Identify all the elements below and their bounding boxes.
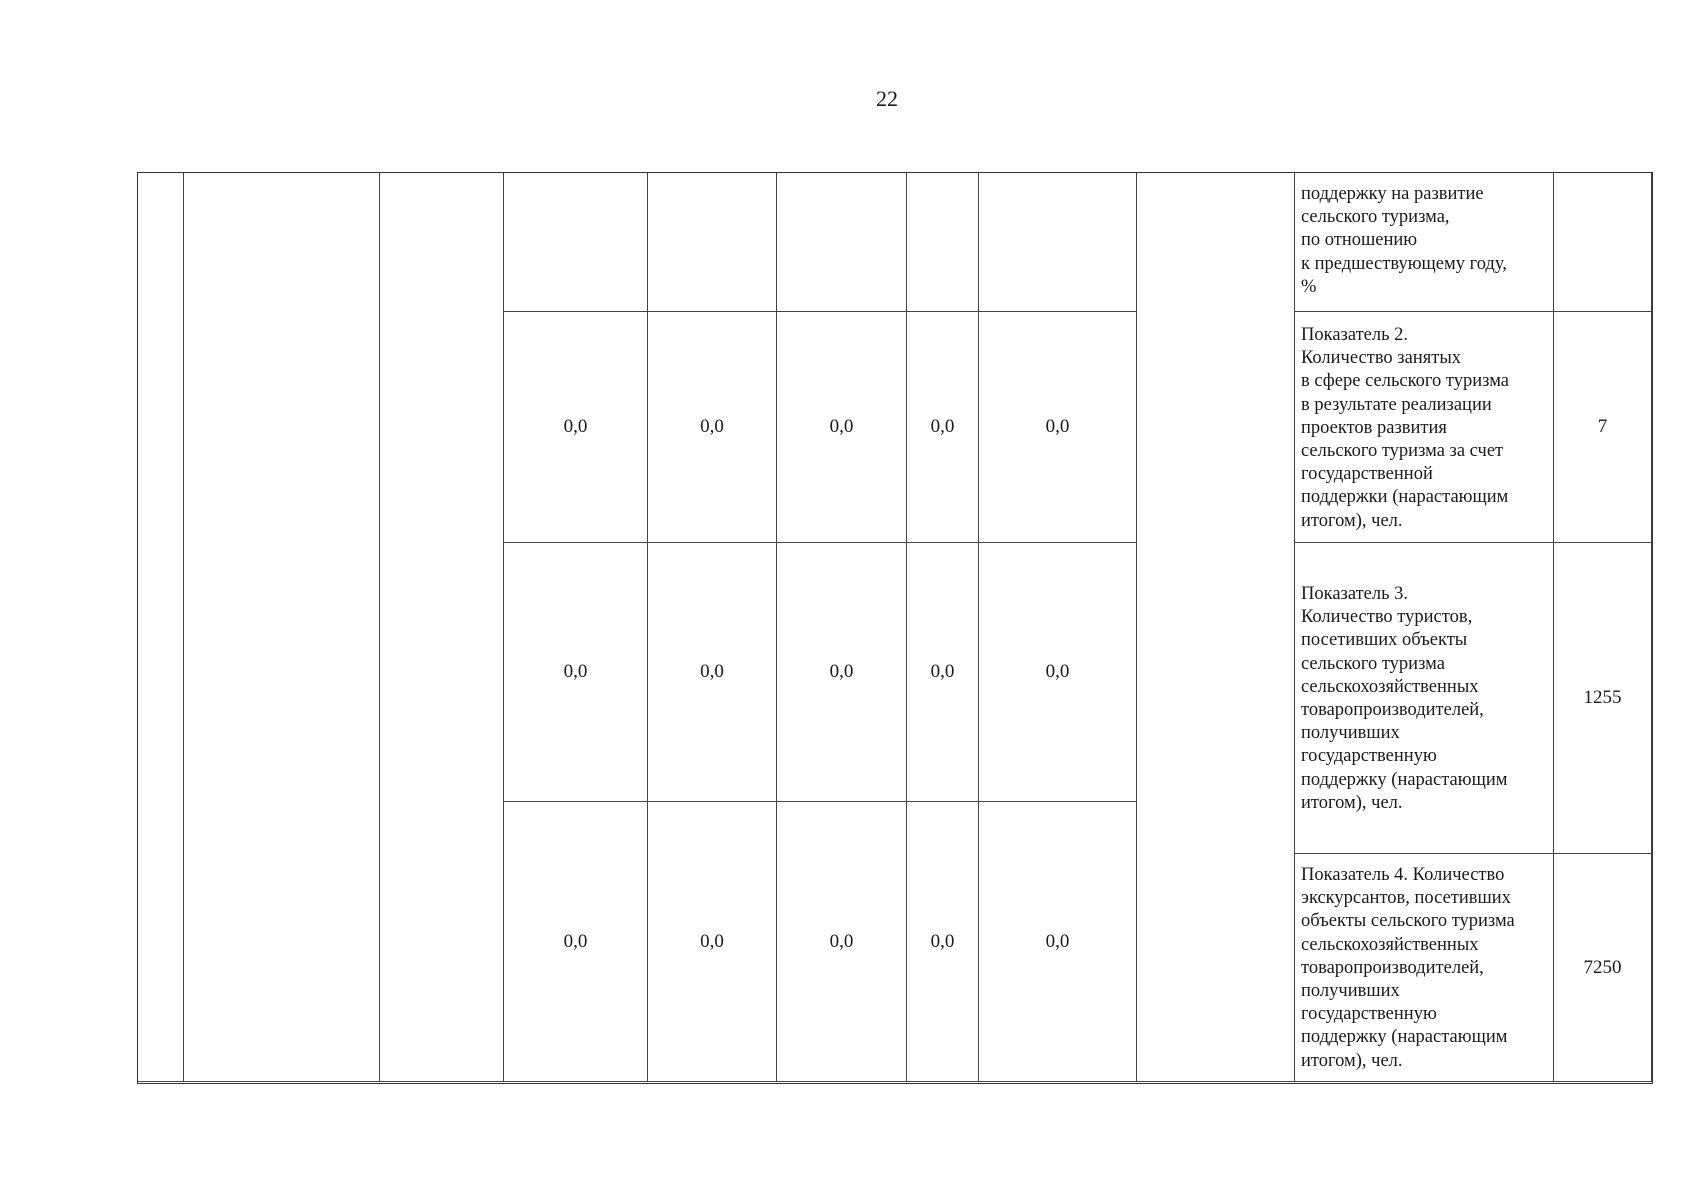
target-value-cell: 7 <box>1554 312 1652 543</box>
value-cell: 0,0 <box>907 312 979 543</box>
indicator-cell: Показатель 3. Количество туристов, посетивших объекты сельского туризма сельскохозяйственных товаропроизводителей, получивших государственную поддержку (нарастающим итогом), чел. <box>1295 543 1554 854</box>
value-cell: 0,0 <box>648 543 777 802</box>
value-cell <box>907 173 979 312</box>
target-value-cell <box>1554 173 1652 312</box>
indicator-cell: Показатель 4. Количество экскурсантов, посетивших объекты сельского туризма сельскохозяйственных товаропроизводителей, получивших государственную поддержку (нарастающим итогом), чел. <box>1295 854 1554 1082</box>
value-cell: 0,0 <box>907 802 979 1082</box>
value-cell: 0,0 <box>777 543 907 802</box>
value-cell: 0,0 <box>979 543 1137 802</box>
col-executor-cell <box>380 173 504 1082</box>
value-cell <box>777 173 907 312</box>
target-value-cell: 1255 <box>1554 543 1652 854</box>
value-cell <box>648 173 777 312</box>
page-number: 22 <box>876 86 898 111</box>
col-name-cell <box>184 173 380 1082</box>
value-cell <box>504 173 648 312</box>
col-number-cell <box>138 173 184 1082</box>
value-cell: 0,0 <box>648 802 777 1082</box>
value-cell: 0,0 <box>979 802 1137 1082</box>
indicator-cell: Показатель 2. Количество занятых в сфере сельского туризма в результате реализации проектов развития сельского туризма за счет государственной поддержки (нарастающим итогом), чел. <box>1295 312 1554 543</box>
value-cell: 0,0 <box>504 312 648 543</box>
value-cell: 0,0 <box>777 312 907 543</box>
target-value-cell: 7250 <box>1554 854 1652 1082</box>
value-cell: 0,0 <box>907 543 979 802</box>
indicator-cell: поддержку на развитие сельского туризма, по отношению к предшествующему году, % <box>1295 173 1554 312</box>
value-cell <box>979 173 1137 312</box>
value-cell: 0,0 <box>504 543 648 802</box>
value-cell: 0,0 <box>648 312 777 543</box>
value-cell: 0,0 <box>979 312 1137 543</box>
document-table <box>137 172 1653 1084</box>
col-merged-cell <box>1137 173 1295 1082</box>
value-cell: 0,0 <box>777 802 907 1082</box>
value-cell: 0,0 <box>504 802 648 1082</box>
